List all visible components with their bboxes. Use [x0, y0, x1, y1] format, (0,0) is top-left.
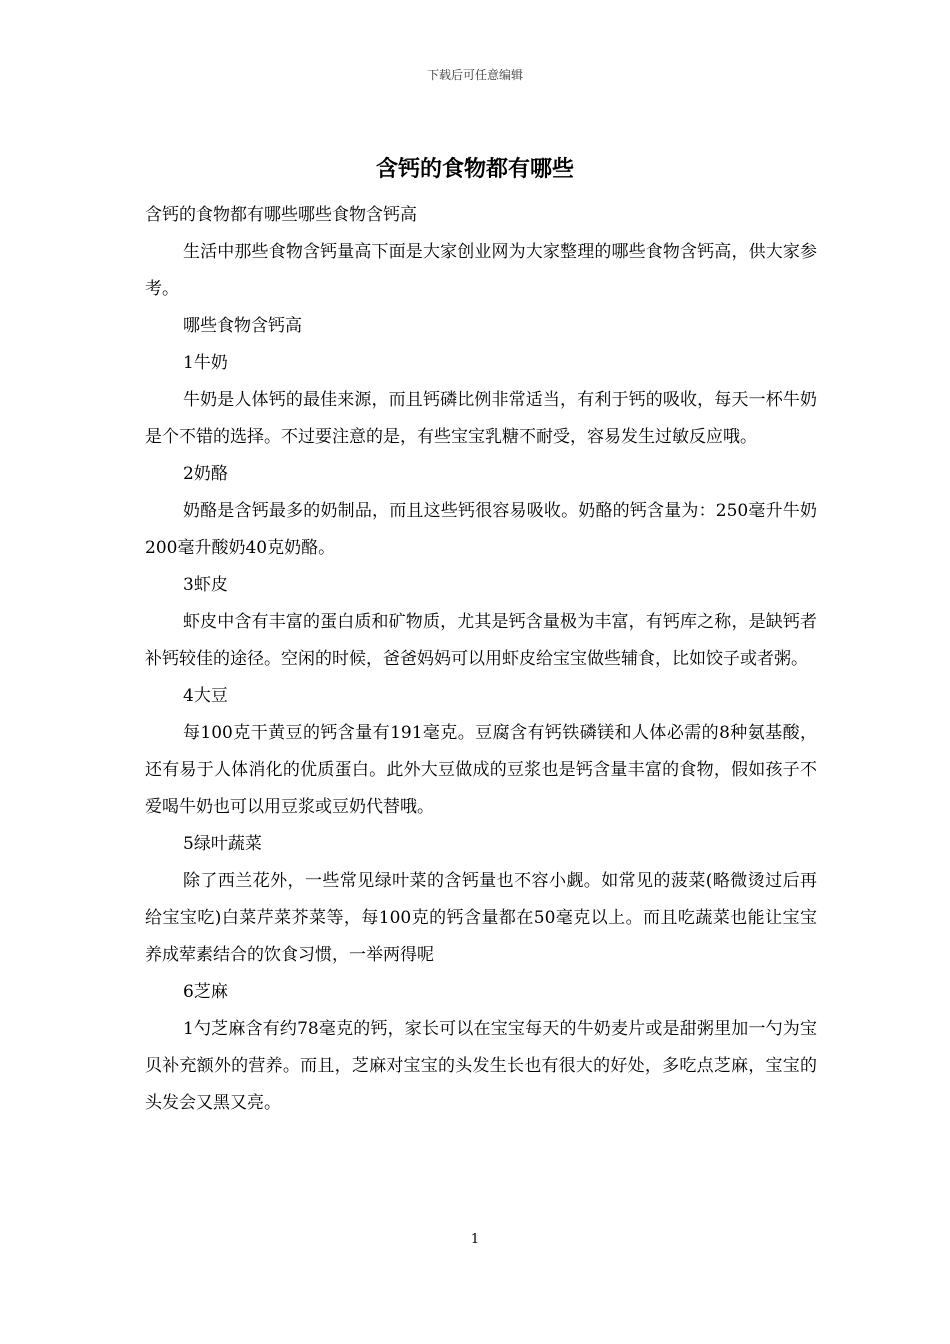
item-body-shrimp: 虾皮中含有丰富的蛋白质和矿物质，尤其是钙含量极为丰富，有钙库之称，是缺钙者补钙较佳的途径。空闲的时候，爸爸妈妈可以用虾皮给宝宝做些辅食，比如饺子或者粥。 — [145, 612, 817, 669]
item-body-soybean: 每100克干黄豆的钙含量有191毫克。豆腐含有钙铁磷镁和人体必需的8种氨基酸，还有易于人体消化的优质蛋白。此外大豆做成的豆浆也是钙含量丰富的食物，假如孩子不爱喝牛奶也可以用豆浆或豆奶代替哦。 — [145, 723, 817, 817]
intro-paragraph: 生活中那些食物含钙量高下面是大家创业网为大家整理的哪些食物含钙高，供大家参考。 — [145, 242, 817, 299]
document-title: 含钙的食物都有哪些 — [375, 156, 574, 182]
item-heading-greens: 5绿叶蔬菜 — [183, 834, 262, 854]
section-heading: 哪些食物含钙高 — [183, 316, 302, 336]
item-body-greens: 除了西兰花外，一些常见绿叶菜的含钙量也不容小觑。如常见的菠菜(略微烫过后再给宝宝吃)白菜芹菜芥菜等，每100克的钙含量都在50毫克以上。而且吃蔬菜也能让宝宝养成荤素结合的饮食习惯，一举两得呢 — [145, 871, 817, 965]
item-heading-sesame: 6芝麻 — [183, 982, 228, 1002]
subtitle-paragraph: 含钙的食物都有哪些哪些食物含钙高 — [145, 205, 417, 225]
item-heading-cheese: 2奶酪 — [183, 464, 228, 484]
item-body-sesame: 1勺芝麻含有约78毫克的钙，家长可以在宝宝每天的牛奶麦片或是甜粥里加一勺为宝贝补充额外的营养。而且，芝麻对宝宝的头发生长也有很大的好处，多吃点芝麻，宝宝的头发会又黑又亮。 — [145, 1019, 817, 1113]
page-number: 1 — [470, 1232, 480, 1247]
item-body-cheese: 奶酪是含钙最多的奶制品，而且这些钙很容易吸收。奶酪的钙含量为：250毫升牛奶200毫升酸奶40克奶酪。 — [145, 501, 817, 558]
item-body-milk: 牛奶是人体钙的最佳来源，而且钙磷比例非常适当，有利于钙的吸收，每天一杯牛奶是个不错的选择。不过要注意的是，有些宝宝乳糖不耐受，容易发生过敏反应哦。 — [145, 390, 817, 447]
item-heading-soybean: 4大豆 — [183, 686, 228, 706]
document-body — [145, 197, 817, 1122]
header-note: 下载后可任意编辑 — [426, 68, 523, 82]
item-heading-shrimp: 3虾皮 — [183, 575, 228, 595]
item-heading-milk: 1牛奶 — [183, 353, 228, 373]
